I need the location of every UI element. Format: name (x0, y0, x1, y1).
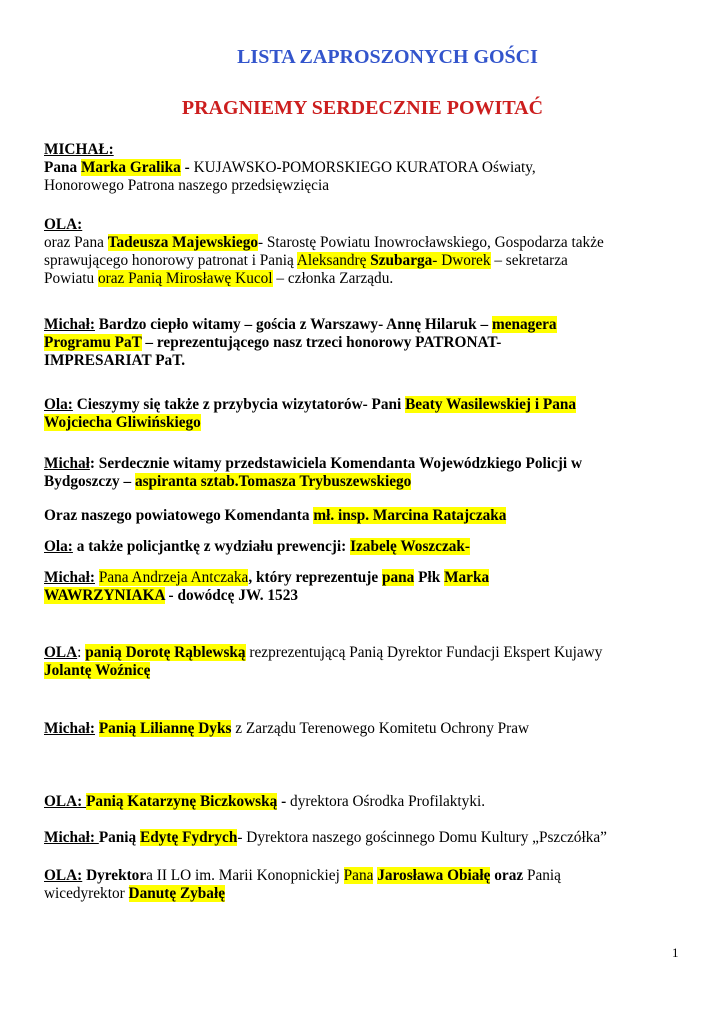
highlighted-name: Marka Gralika (80, 159, 181, 176)
guest-line: Programu PaT – reprezentującego nasz trzeci honorowy PATRONAT- (44, 334, 502, 351)
speaker-label: Michał (44, 455, 90, 472)
speaker-label: OLA: (44, 867, 83, 884)
guest-line: Oraz naszego powiatowego Komendanta mł. insp. Marcina Ratajczaka (44, 507, 507, 524)
highlighted-name: oraz Panią Mirosławę Kucol (97, 270, 273, 287)
guest-line: Honorowego Patrona naszego przedsięwzięcia (44, 177, 330, 194)
guest-line: Ola: Cieszymy się także z przybycia wizytatorów- Pani Beaty Wasilewskiej i Pana (44, 396, 577, 413)
speaker-label: OLA: (44, 216, 83, 233)
page-number: 1 (672, 945, 679, 960)
guest-line: Michał: Serdecznie witamy przedstawiciela Komendanta Wojewódzkiego Policji w (44, 455, 583, 472)
guest-line: OLA: Dyrektora II LO im. Marii Konopnickiej Pana Jarosława Obiałę oraz Panią (44, 867, 561, 884)
guest-line: Pana Marka Gralika - KUJAWSKO-POMORSKIEGO KURATORA Oświaty, (44, 159, 536, 176)
document-subtitle: PRAGNIEMY SERDECZNIE POWITAĆ (181, 97, 544, 119)
speaker-label: Michał: (44, 829, 99, 846)
speaker-label: Ola: (44, 538, 73, 555)
speaker-label: Michał: (44, 720, 95, 737)
speaker-label: Michał: (44, 316, 95, 333)
guest-line: IMPRESARIAT PaT. (44, 352, 186, 369)
speaker-label: OLA: (44, 793, 87, 810)
guest-line: Michał: Panią Edytę Fydrych- Dyrektora naszego gościnnego Domu Kultury „Pszczółka” (44, 829, 607, 846)
guest-line: sprawującego honorowy patronat i Panią Aleksandrę Szubarga- Dworek – sekretarza (44, 252, 568, 269)
guest-line: OLA: panią Dorotę Rąblewską rezprezentującą Panią Dyrektor Fundacji Ekspert Kujawy (44, 644, 603, 661)
guest-line: oraz Pana Tadeusza Majewskiego- Starostę Powiatu Inowrocławskiego, Gospodarza także (44, 234, 604, 251)
guest-line: Michał: Panią Liliannę Dyks z Zarządu Terenowego Komitetu Ochrony Praw (44, 720, 530, 737)
guest-line: Bydgoszczy – aspiranta sztab.Tomasza Trybuszewskiego (44, 473, 412, 490)
guest-line: wicedyrektor Danutę Zybałę (44, 885, 225, 902)
speaker-label: MICHAŁ: (44, 141, 114, 158)
guest-line: OLA: Panią Katarzynę Biczkowską - dyrektora Ośrodka Profilaktyki. (44, 793, 486, 810)
guest-line: Powiatu oraz Panią Mirosławę Kucol – członka Zarządu. (44, 270, 394, 287)
guest-line: WAWRZYNIAKA - dowódcę JW. 1523 (44, 587, 298, 604)
highlighted-name: Tadeusza Majewskiego (107, 234, 258, 251)
guest-line: Michał: Pana Andrzeja Antczaka, który reprezentuje pana Płk Marka (44, 569, 490, 586)
speaker-label: OLA (44, 644, 78, 661)
speaker-label: Ola: (44, 396, 73, 413)
guest-line: Jolantę Woźnicę (44, 662, 151, 679)
guest-line: Ola: a także policjantkę z wydziału prewencji: Izabelę Woszczak- (44, 538, 471, 555)
guest-line: Michał: Bardzo ciepło witamy – gościa z Warszawy- Annę Hilaruk – menagera (44, 316, 557, 333)
document-title: LISTA ZAPROSZONYCH GOŚCI (237, 46, 538, 68)
speaker-label: Michał: (44, 569, 95, 586)
guest-line: Wojciecha Gliwińskiego (44, 414, 201, 431)
